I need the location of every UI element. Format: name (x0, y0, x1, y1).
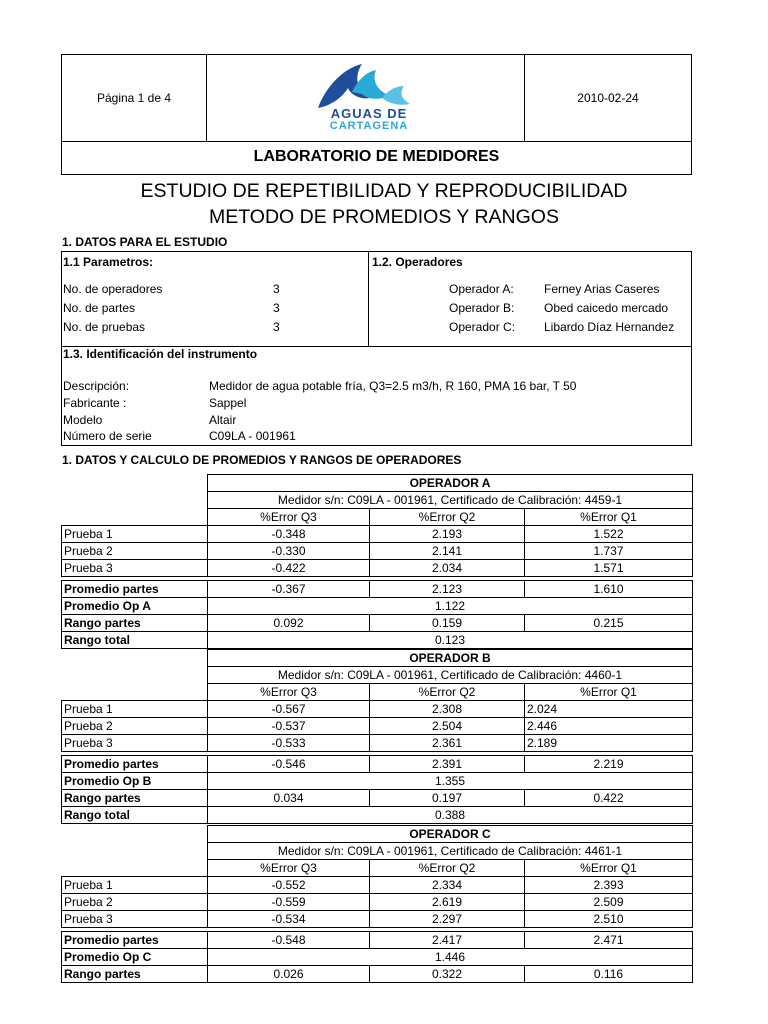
section-2-heading: 1. DATOS Y CALCULO DE PROMEDIOS Y RANGOS DE OPERADORES (62, 453, 462, 467)
cell: 2.219 (525, 756, 693, 773)
instrument-label: Número de serie (63, 429, 152, 443)
total-label: Rango total (62, 807, 208, 824)
range-label: Rango partes (62, 966, 208, 983)
table-row (62, 894, 693, 911)
cell: -0.348 (208, 526, 370, 543)
cell: -0.330 (208, 543, 370, 560)
instrument-value: Altair (209, 413, 237, 427)
instrument-value: Sappel (209, 396, 247, 410)
cell: 1.522 (525, 526, 693, 543)
test-label: Prueba 3 (62, 560, 208, 577)
test-label: Prueba 2 (62, 543, 208, 560)
study-title: ESTUDIO DE REPETIBILIDAD Y REPRODUCIBILIDAD (140, 180, 628, 202)
op-avg-value: 1.355 (208, 773, 693, 790)
cell: 2.024 (525, 701, 693, 718)
cell: 2.297 (370, 911, 525, 928)
cell: 2.034 (370, 560, 525, 577)
cell: -0.546 (208, 756, 370, 773)
meter-info: Medidor s/n: C09LA - 001961, Certificado de Calibración: 4459-1 (208, 492, 693, 509)
cell: 2.509 (525, 894, 693, 911)
cell: 0.422 (525, 790, 693, 807)
header-hline (61, 141, 692, 142)
operator-title: OPERADOR A (208, 475, 693, 492)
page-number-text: Página 1 de 4 (96, 91, 172, 105)
cell: 2.334 (370, 877, 525, 894)
study-subtitle: METODO DE PROMEDIOS Y RANGOS (209, 206, 559, 228)
operator-title: OPERADOR C (208, 826, 693, 843)
cell: 0.322 (370, 966, 525, 983)
column-header: %Error Q2 (370, 684, 525, 701)
table-row (62, 735, 693, 752)
cell: 0.092 (208, 615, 370, 632)
column-header: %Error Q3 (208, 860, 370, 877)
instrument-value: C09LA - 001961 (209, 429, 296, 443)
cell: 2.417 (370, 932, 525, 949)
test-label: Prueba 1 (62, 877, 208, 894)
operator-c-table (61, 825, 693, 983)
operator-label: Operador B: (449, 301, 515, 315)
operator-name: Ferney Arias Caseres (544, 282, 660, 296)
operator-a-table (61, 474, 693, 649)
cell: -0.537 (208, 718, 370, 735)
op-avg-value: 1.122 (208, 598, 693, 615)
table-row (62, 598, 693, 615)
cell: -0.533 (208, 735, 370, 752)
test-label: Prueba 1 (62, 526, 208, 543)
cell: 0.026 (208, 966, 370, 983)
cell: -0.548 (208, 932, 370, 949)
meter-info: Medidor s/n: C09LA - 001961, Certificado de Calibración: 4461-1 (208, 843, 693, 860)
test-label: Prueba 3 (62, 911, 208, 928)
cell: 0.159 (370, 615, 525, 632)
table-row (62, 581, 693, 598)
cell: 2.308 (370, 701, 525, 718)
op-avg-label: Promedio Op C (62, 949, 208, 966)
cell: 0.116 (525, 966, 693, 983)
table-row (62, 615, 693, 632)
cell: -0.367 (208, 581, 370, 598)
operator-name: Obed caicedo mercado (544, 301, 669, 315)
cell: 2.391 (370, 756, 525, 773)
instrument-value: Medidor de agua potable fría, Q3=2.5 m3/h, R 160, PMA 16 bar, T 50 (209, 379, 577, 393)
cell: -0.534 (208, 911, 370, 928)
table-row (62, 949, 693, 966)
column-header: %Error Q2 (370, 860, 525, 877)
column-header: %Error Q1 (525, 860, 693, 877)
column-header: %Error Q1 (525, 509, 693, 526)
cell: 1.571 (525, 560, 693, 577)
table-row (62, 560, 693, 577)
page-number (62, 55, 206, 141)
operator-label: Operador A: (449, 282, 514, 296)
cell: 0.034 (208, 790, 370, 807)
table-row (62, 718, 693, 735)
table-row (62, 911, 693, 928)
cell: 2.619 (370, 894, 525, 911)
test-label: Prueba 2 (62, 718, 208, 735)
table-row (62, 632, 693, 649)
column-header: %Error Q3 (208, 509, 370, 526)
param-label: No. de operadores (63, 282, 163, 296)
table-row (62, 790, 693, 807)
cell: 0.197 (370, 790, 525, 807)
cell: -0.422 (208, 560, 370, 577)
cell: 2.361 (370, 735, 525, 752)
table-row (62, 701, 693, 718)
param-label: No. de pruebas (63, 320, 146, 334)
cell: -0.552 (208, 877, 370, 894)
test-label: Prueba 3 (62, 735, 208, 752)
operators-heading: 1.2. Operadores (372, 255, 463, 269)
operator-name: Libardo Díaz Hernandez (544, 320, 675, 334)
avg-label: Promedio partes (62, 932, 208, 949)
cell: 2.504 (370, 718, 525, 735)
table-row (62, 966, 693, 983)
table-row (62, 543, 693, 560)
table-row (62, 526, 693, 543)
avg-label: Promedio partes (62, 756, 208, 773)
study-data-vline (368, 251, 369, 347)
params-heading: 1.1 Parametros: (63, 255, 154, 269)
instrument-heading: 1.3. Identificación del instrumento (63, 347, 258, 361)
op-avg-label: Promedio Op B (62, 773, 208, 790)
cell: -0.559 (208, 894, 370, 911)
table-row (62, 773, 693, 790)
table-row (62, 756, 693, 773)
total-label: Rango total (62, 632, 208, 649)
test-label: Prueba 2 (62, 894, 208, 911)
cell: 2.193 (370, 526, 525, 543)
instrument-label: Descripción: (63, 379, 130, 393)
table-row (62, 932, 693, 949)
operator-b-table (61, 649, 693, 824)
cell: 2.393 (525, 877, 693, 894)
cell: 2.471 (525, 932, 693, 949)
instrument-label: Modelo (63, 413, 103, 427)
table-row (62, 877, 693, 894)
column-header: %Error Q2 (370, 509, 525, 526)
lab-title: LABORATORIO DE MEDIDORES (253, 148, 500, 165)
document-date (525, 55, 691, 141)
range-label: Rango partes (62, 615, 208, 632)
cell: 1.610 (525, 581, 693, 598)
operator-label: Operador C: (449, 320, 516, 334)
op-avg-value: 1.446 (208, 949, 693, 966)
cell: 1.737 (525, 543, 693, 560)
total-value: 0.388 (208, 807, 693, 824)
logo-text-aguas: AGUAS DE (330, 106, 408, 121)
param-value: 3 (273, 320, 280, 334)
instrument-label: Fabricante : (63, 396, 127, 410)
cell: 2.123 (370, 581, 525, 598)
total-value: 0.123 (208, 632, 693, 649)
cell: 2.189 (525, 735, 693, 752)
column-header: %Error Q3 (208, 684, 370, 701)
document-date-text: 2010-02-24 (577, 91, 639, 105)
table-row (62, 807, 693, 824)
meter-info: Medidor s/n: C09LA - 001961, Certificado de Calibración: 4460-1 (208, 667, 693, 684)
param-label: No. de partes (63, 301, 136, 315)
header-vline-1 (206, 54, 207, 142)
avg-label: Promedio partes (62, 581, 208, 598)
cell: 2.446 (525, 718, 693, 735)
cell: -0.567 (208, 701, 370, 718)
range-label: Rango partes (62, 790, 208, 807)
operator-title: OPERADOR B (208, 650, 693, 667)
op-avg-label: Promedio Op A (62, 598, 208, 615)
company-logo (300, 58, 430, 138)
cell: 0.215 (525, 615, 693, 632)
column-header: %Error Q1 (525, 684, 693, 701)
test-label: Prueba 1 (62, 701, 208, 718)
logo-text-cartagena: CARTAGENA (329, 120, 409, 132)
cell: 2.510 (525, 911, 693, 928)
param-value: 3 (273, 282, 280, 296)
cell: 2.141 (370, 543, 525, 560)
section-1-heading: 1. DATOS PARA EL ESTUDIO (62, 235, 228, 249)
param-value: 3 (273, 301, 280, 315)
